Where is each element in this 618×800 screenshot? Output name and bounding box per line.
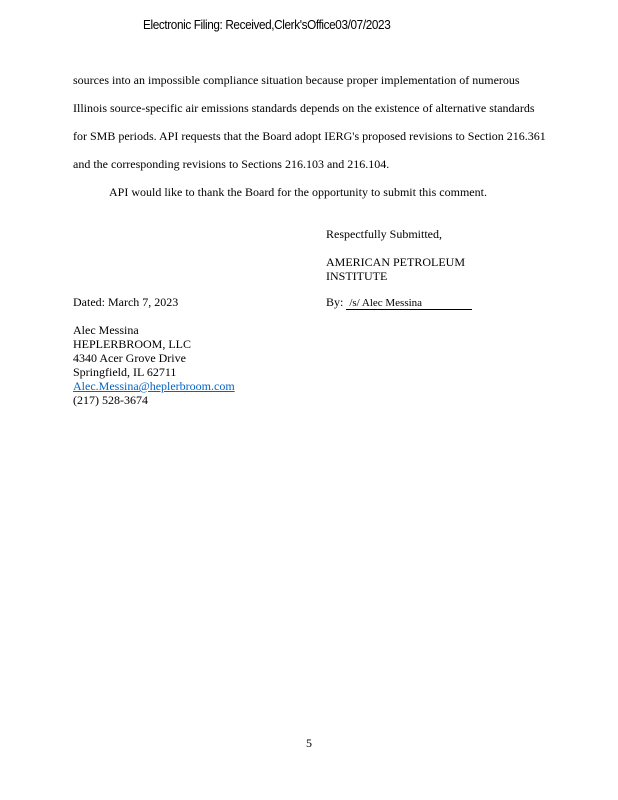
signature-name: /s/ Alec Messina bbox=[346, 297, 472, 310]
closing-salutation: Respectfully Submitted, bbox=[326, 227, 442, 241]
contact-firm: HEPLERBROOM, LLC bbox=[73, 337, 192, 351]
contact-city: Springfield, IL 62711 bbox=[73, 365, 177, 379]
page-number: 5 bbox=[306, 736, 312, 750]
dated-line: Dated: March 7, 2023 bbox=[73, 295, 179, 309]
by-label: By: bbox=[326, 295, 344, 309]
contact-name: Alec Messina bbox=[73, 323, 139, 337]
contact-street: 4340 Acer Grove Drive bbox=[73, 351, 186, 365]
body-line-1: sources into an impossible compliance situation because proper implementation of numerous bbox=[73, 73, 520, 87]
contact-email-link[interactable]: Alec.Messina@heplerbroom.com bbox=[73, 379, 235, 393]
body-line-4: and the corresponding revisions to Sections 216.103 and 216.104. bbox=[73, 157, 390, 171]
organization-line-1: AMERICAN PETROLEUM bbox=[326, 255, 466, 269]
contact-block bbox=[73, 323, 235, 407]
body-line-2: Illinois source-specific air emissions standards depends on the existence of alternative standards bbox=[73, 101, 535, 115]
thanks-paragraph: API would like to thank the Board for the opportunity to submit this comment. bbox=[109, 185, 487, 199]
body-line-3: for SMB periods. API requests that the Board adopt IERG's proposed revisions to Section 216.361 bbox=[73, 129, 546, 143]
organization-name bbox=[326, 255, 465, 283]
filing-stamp: Electronic Filing: Received,Clerk'sOffice03/07/2023 bbox=[143, 18, 391, 32]
contact-phone: (217) 528-3674 bbox=[73, 393, 148, 407]
signature-by-line bbox=[326, 295, 472, 310]
organization-line-2: INSTITUTE bbox=[326, 269, 388, 283]
